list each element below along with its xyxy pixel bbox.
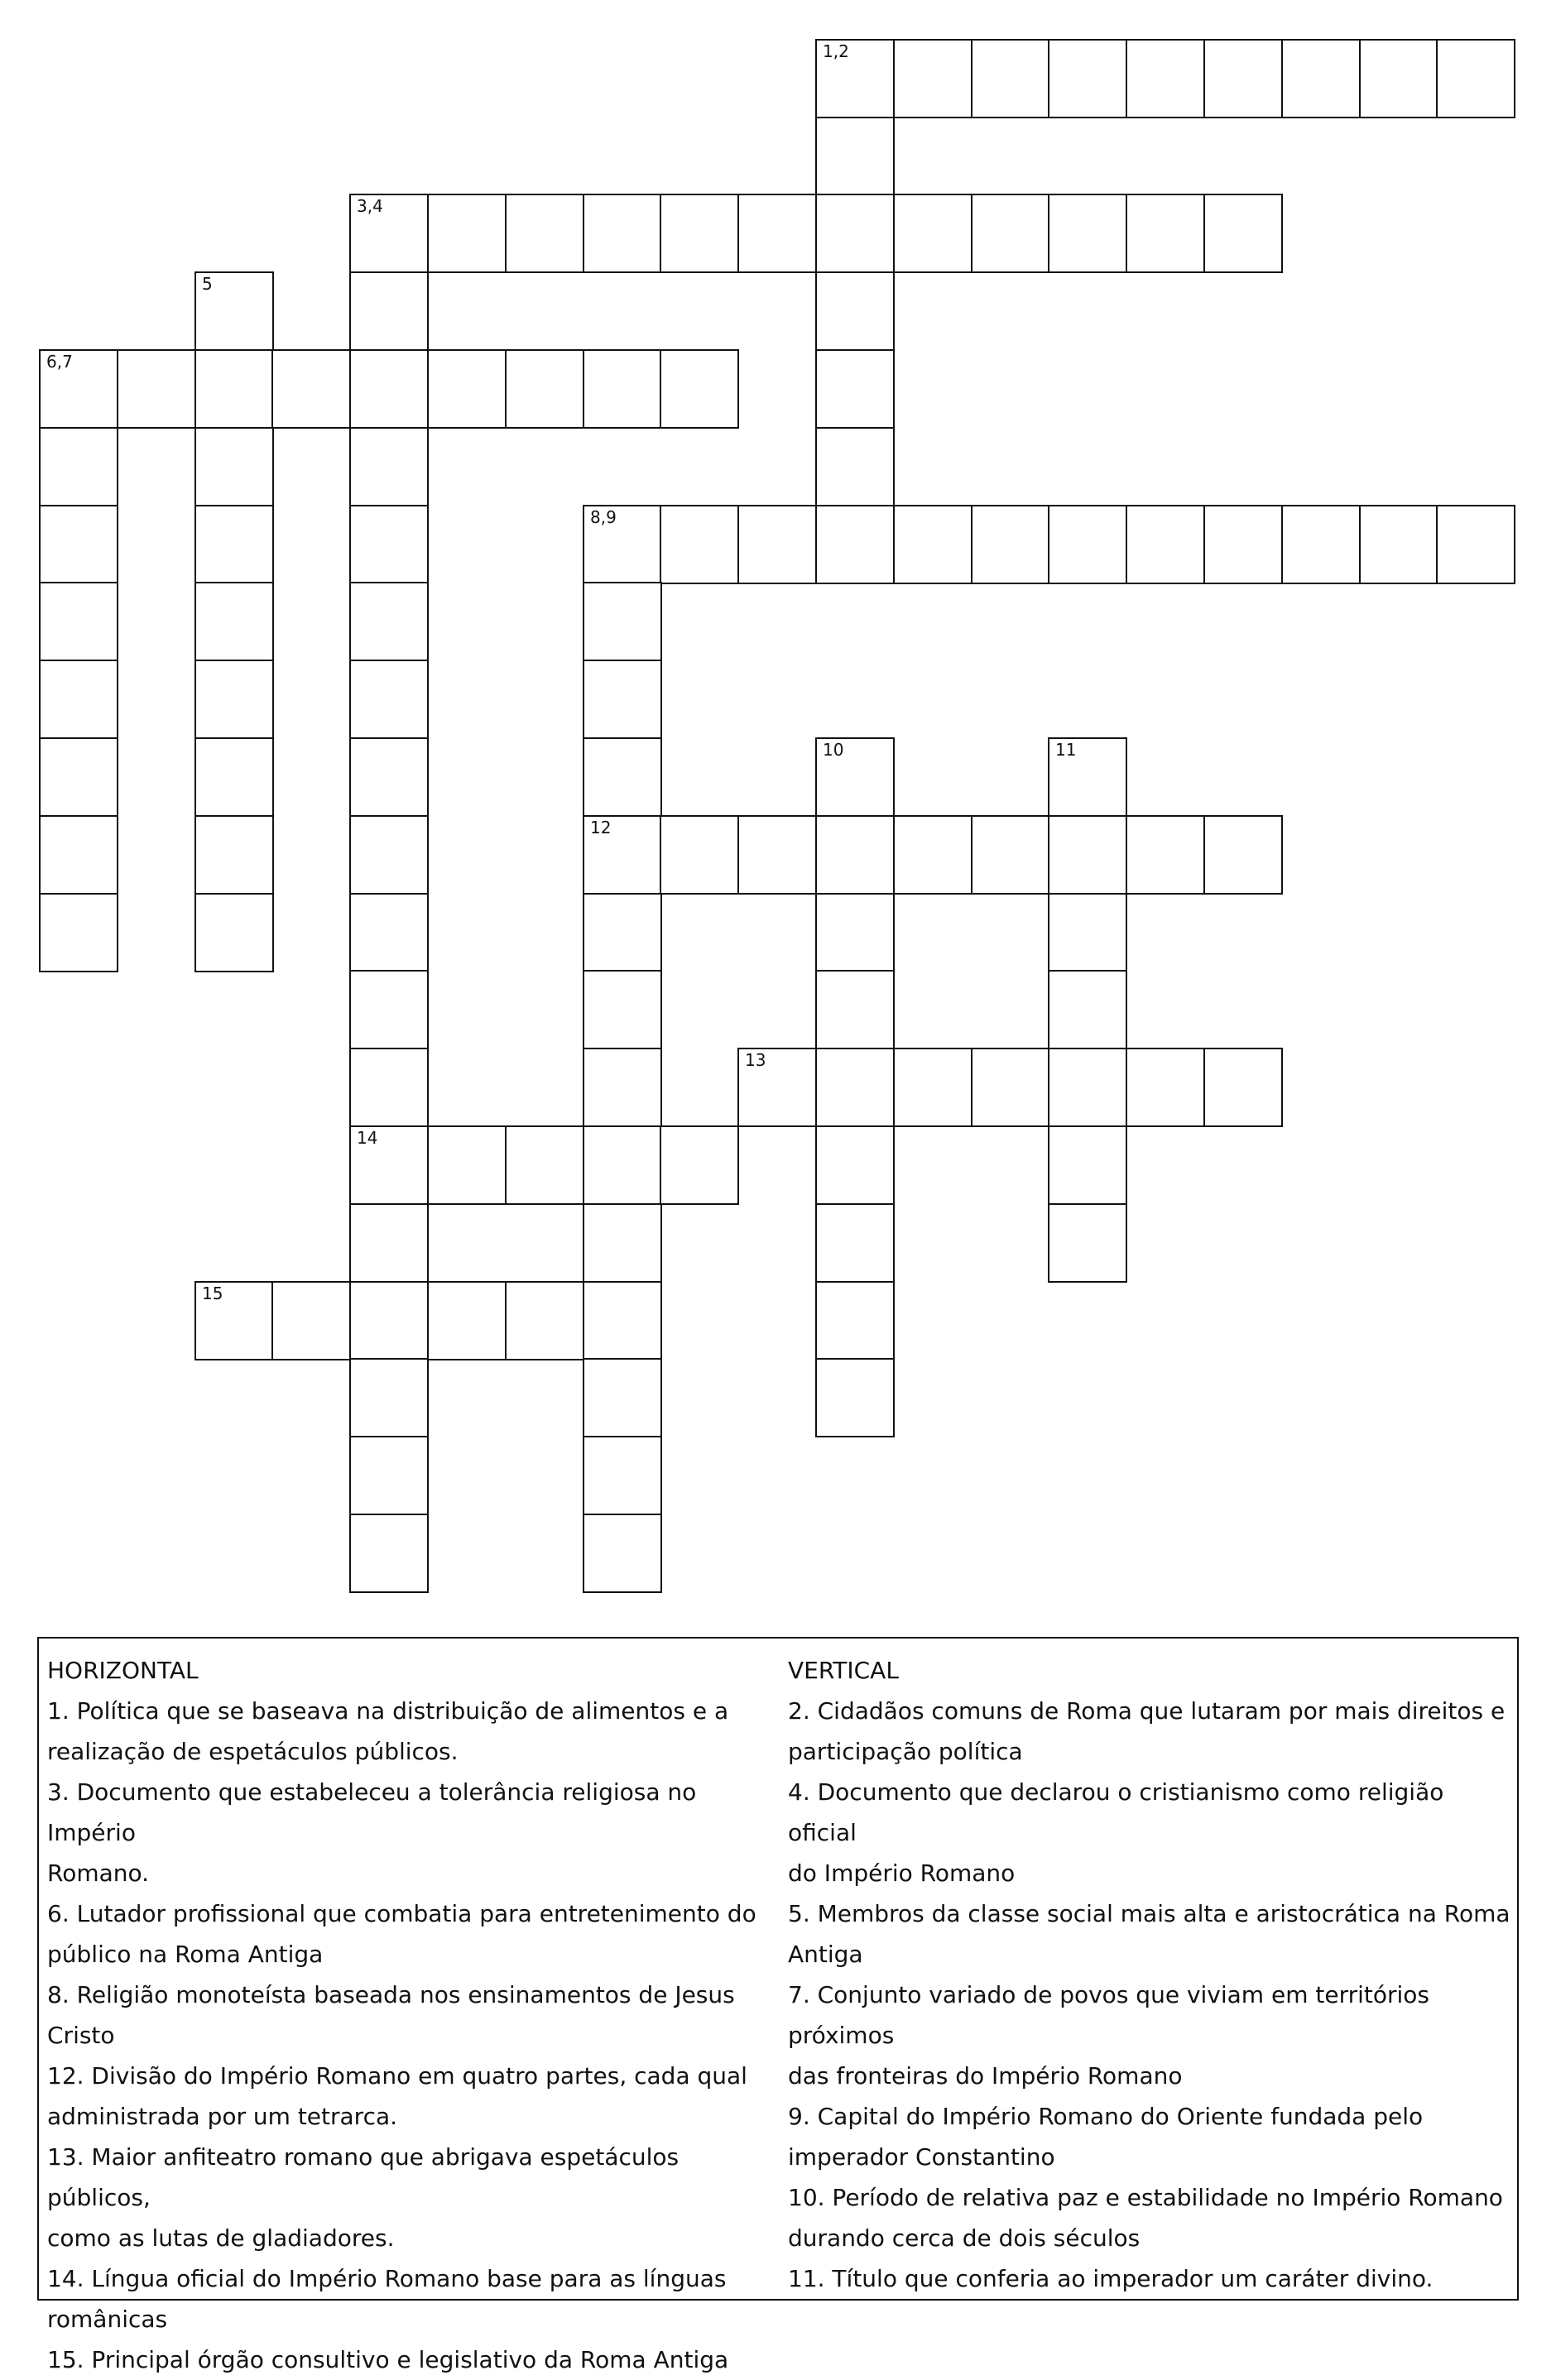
grid-cell[interactable] <box>349 737 429 817</box>
grid-cell[interactable] <box>583 505 662 584</box>
grid-cell[interactable] <box>893 1048 972 1127</box>
grid-cell[interactable] <box>194 893 274 972</box>
grid-cell[interactable] <box>39 349 118 429</box>
clue-line: Romano. <box>47 1859 150 1887</box>
grid-cell[interactable] <box>349 970 429 1049</box>
grid-cell[interactable] <box>1048 1125 1127 1205</box>
grid-cell[interactable] <box>349 1048 429 1127</box>
grid-cell[interactable] <box>505 1125 584 1205</box>
grid-cell[interactable] <box>505 194 584 273</box>
grid-cell[interactable] <box>1048 1203 1127 1283</box>
grid-cell[interactable] <box>1126 39 1205 118</box>
clue-line: 9. Capital do Império Romano do Oriente fundada pelo <box>788 2103 1424 2130</box>
grid-cell[interactable] <box>971 505 1050 584</box>
grid-cell[interactable] <box>194 815 274 895</box>
grid-cell[interactable] <box>194 427 274 506</box>
grid-cell[interactable] <box>583 737 662 817</box>
clue-line: das fronteiras do Império Romano <box>788 2062 1183 2090</box>
grid-cell[interactable] <box>1359 505 1438 584</box>
grid-cell[interactable] <box>427 1125 507 1205</box>
grid-cell[interactable] <box>815 427 895 506</box>
clue-number: 6,7 <box>46 352 73 372</box>
clue-line: 3. Documento que estabeleceu a tolerância religiosa no Império <box>47 1778 697 1846</box>
grid-cell[interactable] <box>660 349 739 429</box>
clue-line: 14. Língua oficial do Império Romano base para as línguas <box>47 2265 727 2292</box>
grid-cell[interactable] <box>583 1514 662 1593</box>
grid-cell[interactable] <box>815 970 895 1049</box>
grid-cell[interactable] <box>660 815 739 895</box>
clue-line: público na Roma Antiga <box>47 1941 324 1968</box>
grid-cell[interactable] <box>349 1281 429 1360</box>
clue-number: 10 <box>823 740 844 760</box>
grid-cell[interactable] <box>39 505 118 584</box>
clue-number: 1,2 <box>823 41 849 61</box>
horizontal-heading: HORIZONTAL <box>47 1657 199 1684</box>
grid-cell[interactable] <box>1203 505 1283 584</box>
grid-cell[interactable] <box>349 349 429 429</box>
grid-cell[interactable] <box>583 194 662 273</box>
clue-number: 3,4 <box>357 196 383 216</box>
grid-cell[interactable] <box>349 582 429 661</box>
grid-cell[interactable] <box>583 660 662 739</box>
grid-cell[interactable] <box>815 893 895 972</box>
grid-cell[interactable] <box>583 1281 662 1360</box>
grid-cell[interactable] <box>1126 194 1205 273</box>
clue-line: 7. Conjunto variado de povos que viviam em territórios próximos <box>788 1981 1430 2049</box>
grid-cell[interactable] <box>194 582 274 661</box>
grid-cell[interactable] <box>271 349 351 429</box>
grid-cell[interactable] <box>583 1125 662 1205</box>
grid-cell[interactable] <box>427 194 507 273</box>
grid-cell[interactable] <box>583 1048 662 1127</box>
grid-cell[interactable] <box>349 1125 429 1205</box>
clue-line: 12. Divisão do Império Romano em quatro partes, cada qual <box>47 2062 747 2090</box>
grid-cell[interactable] <box>660 1125 739 1205</box>
grid-cell[interactable] <box>1203 39 1283 118</box>
vertical-heading: VERTICAL <box>788 1657 899 1684</box>
grid-cell[interactable] <box>427 1281 507 1360</box>
grid-cell[interactable] <box>1048 39 1127 118</box>
grid-cell[interactable] <box>39 737 118 817</box>
clue-number: 13 <box>745 1050 766 1070</box>
grid-cell[interactable] <box>971 815 1050 895</box>
grid-cell[interactable] <box>815 737 895 817</box>
grid-cell[interactable] <box>971 1048 1050 1127</box>
grid-cell[interactable] <box>815 271 895 351</box>
grid-cell[interactable] <box>583 1358 662 1437</box>
grid-cell[interactable] <box>194 505 274 584</box>
grid-cell[interactable] <box>39 582 118 661</box>
grid-cell[interactable] <box>1048 737 1127 817</box>
grid-cell[interactable] <box>194 271 274 351</box>
clue-line: 5. Membros da classe social mais alta e aristocrática na Roma <box>788 1900 1510 1927</box>
grid-cell[interactable] <box>349 194 429 273</box>
clue-number: 8,9 <box>590 507 617 527</box>
grid-cell[interactable] <box>349 427 429 506</box>
grid-cell[interactable] <box>1126 815 1205 895</box>
grid-cell[interactable] <box>815 194 895 273</box>
grid-cell[interactable] <box>737 505 817 584</box>
clue-line: participação política <box>788 1738 1023 1765</box>
grid-cell[interactable] <box>1048 505 1127 584</box>
grid-cell[interactable] <box>39 427 118 506</box>
grid-cell[interactable] <box>815 1281 895 1360</box>
grid-cell[interactable] <box>893 815 972 895</box>
clue-line: imperador Constantino <box>788 2143 1055 2171</box>
clue-line: do Império Romano <box>788 1859 1016 1887</box>
grid-cell[interactable] <box>815 505 895 584</box>
grid-cell[interactable] <box>815 815 895 895</box>
clue-line: realização de espetáculos públicos. <box>47 1738 459 1765</box>
grid-cell[interactable] <box>349 1514 429 1593</box>
clue-line: 8. Religião monoteísta baseada nos ensinamentos de Jesus Cristo <box>47 1981 735 2049</box>
clue-line: 1. Política que se baseava na distribuição de alimentos e a <box>47 1697 729 1725</box>
horizontal-clues <box>47 1650 776 2380</box>
grid-cell[interactable] <box>39 893 118 972</box>
grid-cell[interactable] <box>583 970 662 1049</box>
clue-number: 14 <box>357 1128 378 1148</box>
grid-cell[interactable] <box>427 349 507 429</box>
grid-cell[interactable] <box>349 1203 429 1283</box>
clue-number: 12 <box>590 818 612 837</box>
grid-cell[interactable] <box>349 815 429 895</box>
grid-cell[interactable] <box>1436 39 1515 118</box>
grid-cell[interactable] <box>194 349 274 429</box>
grid-cell[interactable] <box>815 349 895 429</box>
grid-cell[interactable] <box>815 117 895 196</box>
grid-cell[interactable] <box>271 1281 351 1360</box>
grid-cell[interactable] <box>1126 505 1205 584</box>
grid-cell[interactable] <box>1048 1048 1127 1127</box>
grid-cell[interactable] <box>971 194 1050 273</box>
clue-number: 5 <box>202 274 213 294</box>
grid-cell[interactable] <box>349 893 429 972</box>
clue-line: durando cerca de dois séculos <box>788 2224 1141 2252</box>
clue-line: 6. Lutador profissional que combatia para entretenimento do <box>47 1900 756 1927</box>
grid-cell[interactable] <box>1436 505 1515 584</box>
grid-cell[interactable] <box>815 39 895 118</box>
grid-cell[interactable] <box>39 660 118 739</box>
clue-line: administrada por um tetrarca. <box>47 2103 398 2130</box>
grid-cell[interactable] <box>349 505 429 584</box>
grid-cell[interactable] <box>505 1281 584 1360</box>
grid-cell[interactable] <box>1281 39 1361 118</box>
grid-cell[interactable] <box>349 1358 429 1437</box>
clues-box <box>37 1637 1519 2373</box>
grid-cell[interactable] <box>583 1436 662 1515</box>
grid-cell[interactable] <box>1048 815 1127 895</box>
grid-cell[interactable] <box>660 505 739 584</box>
grid-cell[interactable] <box>583 582 662 661</box>
grid-cell[interactable] <box>737 1048 817 1127</box>
grid-cell[interactable] <box>583 815 662 895</box>
grid-cell[interactable] <box>505 349 584 429</box>
grid-cell[interactable] <box>1281 505 1361 584</box>
grid-cell[interactable] <box>893 505 972 584</box>
grid-cell[interactable] <box>583 349 662 429</box>
clue-number: 11 <box>1055 740 1077 760</box>
vertical-clues <box>788 1650 1516 2299</box>
grid-cell[interactable] <box>349 271 429 351</box>
clue-line: 15. Principal órgão consultivo e legislativo da Roma Antiga <box>47 2346 729 2373</box>
grid-cell[interactable] <box>349 660 429 739</box>
grid-cell[interactable] <box>815 1358 895 1437</box>
grid-cell[interactable] <box>1048 970 1127 1049</box>
grid-cell[interactable] <box>1203 815 1283 895</box>
grid-cell[interactable] <box>1203 194 1283 273</box>
grid-cell[interactable] <box>117 349 196 429</box>
grid-cell[interactable] <box>737 194 817 273</box>
grid-cell[interactable] <box>583 1203 662 1283</box>
grid-cell[interactable] <box>971 39 1050 118</box>
clue-line: 4. Documento que declarou o cristianismo como religião oficial <box>788 1778 1444 1846</box>
grid-cell[interactable] <box>893 39 972 118</box>
clue-line: Antiga <box>788 1941 863 1968</box>
grid-cell[interactable] <box>583 893 662 972</box>
grid-cell[interactable] <box>1359 39 1438 118</box>
grid-cell[interactable] <box>660 194 739 273</box>
clue-line: 11. Título que conferia ao imperador um caráter divino. <box>788 2265 1434 2292</box>
clue-line: 10. Período de relativa paz e estabilidade no Império Romano <box>788 2184 1503 2211</box>
grid-cell[interactable] <box>194 1281 274 1360</box>
clue-number: 15 <box>202 1284 223 1303</box>
clue-line: 13. Maior anfiteatro romano que abrigava espetáculos públicos, <box>47 2143 680 2211</box>
grid-cell[interactable] <box>737 815 817 895</box>
grid-cell[interactable] <box>39 815 118 895</box>
grid-cell[interactable] <box>194 737 274 817</box>
clue-line: como as lutas de gladiadores. <box>47 2224 395 2252</box>
grid-cell[interactable] <box>1203 1048 1283 1127</box>
grid-cell[interactable] <box>815 1203 895 1283</box>
grid-cell[interactable] <box>194 660 274 739</box>
clue-line: 2. Cidadãos comuns de Roma que lutaram por mais direitos e <box>788 1697 1506 1725</box>
clue-line: românicas <box>47 2306 168 2333</box>
grid-cell[interactable] <box>349 1436 429 1515</box>
grid-cell[interactable] <box>815 1048 895 1127</box>
grid-cell[interactable] <box>815 1125 895 1205</box>
grid-cell[interactable] <box>1048 194 1127 273</box>
grid-cell[interactable] <box>893 194 972 273</box>
grid-cell[interactable] <box>1126 1048 1205 1127</box>
grid-cell[interactable] <box>1048 893 1127 972</box>
